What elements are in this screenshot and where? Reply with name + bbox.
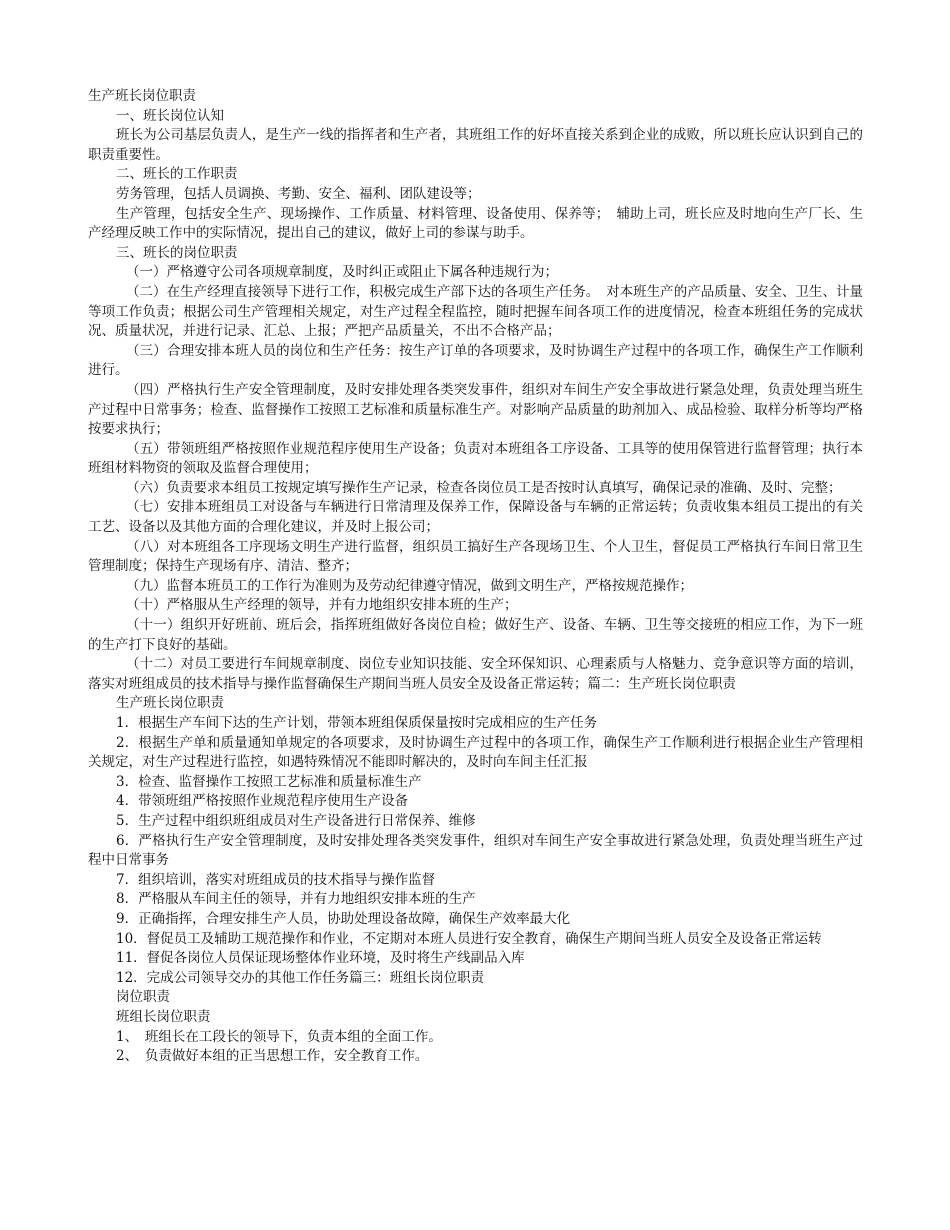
section-heading: 岗位职责: [116, 989, 170, 1006]
numbered-item: 6．严格执行生产安全管理制度，及时安排处理各类突发事件，组织对车间生产安全事故进行紧急处理，负责处理当班生产过程中日常事务: [88, 832, 863, 869]
document-title: 生产班长岗位职责: [88, 88, 196, 104]
paragraph: 班长为公司基层负责人，是生产一线的指挥者和生产者，其班组工作的好坏直接关系到企业的成败，所以班长应认识到自己的职责重要性。: [88, 127, 863, 163]
section-heading: 生产班长岗位职责: [116, 695, 224, 712]
duty-item: （七）安排本班组员工对设备与车辆进行日常清理及保养工作，保障设备与车辆的正常运转；负责收集本组员工提出的有关工艺、设备以及其他方面的合理化建议，并及时上报公司；: [88, 499, 863, 536]
duty-item: （四）严格执行生产安全管理制度，及时安排处理各类突发事件，组织对车间生产安全事故进行紧急处理，负责处理当班生产过程中日常事务；检查、监督操作工按照工艺标准和质量标准生产。对影响产品质量的助剂加入、成品检验、取样分析等均严格按要求执行；: [88, 381, 863, 438]
document-body: [88, 87, 863, 1067]
numbered-item: 7．组织培训，落实对班组成员的技术指导与操作监督: [116, 871, 436, 888]
duty-item: （二）在生产经理直接领导下进行工作，积极完成生产部下达的各项生产任务。 对本班生产的产品质量、安全、卫生、计量等项工作负责；根据公司生产管理相关规定，对生产过程全程监控，随时把握车间各项工作的进度情况，检查本班组任务的完成状况、质量状况，并进行记录、汇总、上报；严把产品质量关，不出不合格产品；: [88, 283, 863, 340]
section-heading: 一、班长岗位认知: [116, 107, 224, 124]
numbered-item: 1、 班组长在工段长的领导下，负责本组的全面工作。: [116, 1028, 442, 1045]
numbered-item: 5．生产过程中组织班组成员对生产设备进行日常保养、维修: [116, 812, 476, 829]
duty-item: （三）合理安排本班人员的岗位和生产任务：按生产订单的各项要求，及时协调生产过程中的各项工作，确保生产工作顺利进行。: [88, 342, 863, 379]
numbered-item: 12．完成公司领导交办的其他工作任务篇三：班组长岗位职责: [116, 969, 485, 986]
section-heading: 二、班长的工作职责: [116, 166, 238, 183]
paragraph: 劳务管理，包括人员调换、考勤、安全、福利、团队建设等；: [116, 185, 481, 202]
numbered-item: 2．根据生产单和质量通知单规定的各项要求，及时协调生产过程中的各项工作，确保生产工作顺利进行根据企业生产管理相关规定，对生产过程进行监控，如遇特殊情况不能即时解决的，及时向车间主任汇报: [88, 734, 863, 771]
duty-item: （五）带领班组严格按照作业规范程序使用生产设备；负责对本班组各工序设备、工具等的使用保管进行监督管理；执行本班组材料物资的领取及监督合理使用；: [88, 440, 863, 477]
numbered-item: 2、 负责做好本组的正当思想工作，安全教育工作。: [116, 1048, 429, 1065]
section-heading: 班组长岗位职责: [116, 1008, 211, 1025]
section-heading: 三、班长的岗位职责: [116, 244, 238, 261]
duty-item: （十）严格服从生产经理的领导，并有力地组织安排本班的生产；: [126, 597, 518, 614]
numbered-item: 9．正确指挥，合理安排生产人员，协助处理设备故障，确保生产效率最大化: [116, 910, 571, 927]
duty-item: （一）严格遵守公司各项规章制度，及时纠正或阻止下属各种违规行为；: [126, 264, 558, 281]
numbered-item: 1．根据生产车间下达的生产计划，带领本班组保质保量按时完成相应的生产任务: [116, 715, 598, 731]
duty-item: （十一）组织开好班前、班后会，指挥班组做好各岗位自检；做好生产、设备、车辆、卫生等交接班的相应工作，为下一班的生产打下良好的基础。: [88, 617, 863, 653]
paragraph: 生产管理，包括安全生产、现场操作、工作质量、材料管理、设备使用、保养等； 辅助上司，班长应及时地向生产厂长、生产经理反映工作中的实际情况，提出自己的建议，做好上司的参谋与助手。: [88, 205, 863, 242]
duty-item: （八）对本班组各工序现场文明生产进行监督，组织员工搞好生产各现场卫生、个人卫生，督促员工严格执行车间日常卫生管理制度；保持生产现场有序、清洁、整齐；: [88, 538, 863, 575]
numbered-item: 4．带领班组严格按照作业规范程序使用生产设备: [116, 793, 409, 810]
numbered-item: 11．督促各岗位人员保证现场整体作业环境，及时将生产线副品入库: [116, 950, 525, 967]
numbered-item: 10．督促员工及辅助工规范操作和作业，不定期对本班人员进行安全教育，确保生产期间当班人员安全及设备正常运转: [116, 930, 822, 947]
numbered-item: 8．严格服从车间主任的领导，并有力地组织安排本班的生产: [116, 891, 476, 908]
numbered-item: 3．检查、监督操作工按照工艺标准和质量标准生产: [116, 773, 422, 790]
duty-item: （九）监督本班员工的工作行为准则为及劳动纪律遵守情况，做到文明生产，严格按规范操作；: [126, 577, 693, 594]
duty-item: （六）负责要求本组员工按规定填写操作生产记录，检查各岗位员工是否按时认真填写，确保记录的准确、及时、完整；: [126, 479, 842, 496]
duty-item: （十二）对员工要进行车间规章制度、岗位专业知识技能、安全环保知识、心理素质与人格魅力、竞争意识等方面的培训，落实对班组成员的技术指导与操作监督确保生产期间当班人员安全及设备正常运转；篇二：生产班长岗位职责: [88, 656, 863, 692]
